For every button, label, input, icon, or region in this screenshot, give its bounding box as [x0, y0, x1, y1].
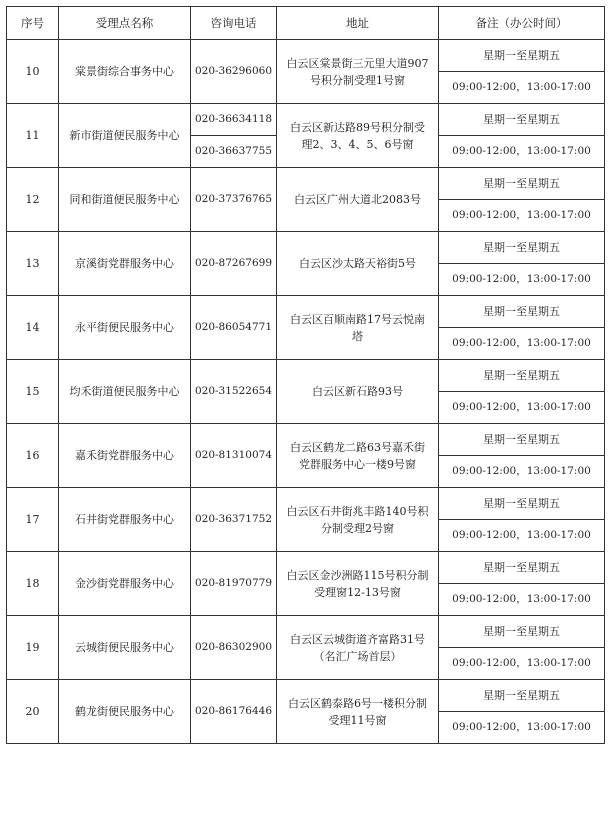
center-name: 棠景街综合事务中心 — [59, 40, 191, 104]
center-name: 嘉禾街党群服务中心 — [59, 424, 191, 488]
center-name: 均禾街道便民服务中心 — [59, 360, 191, 424]
phone-number: 020-36637755 — [191, 136, 277, 168]
phone-number: 020-86054771 — [191, 296, 277, 360]
row-index: 13 — [7, 232, 59, 296]
office-hours: 09:00-12:00，13:00-17:00 — [439, 200, 605, 232]
center-name: 金沙街党群服务中心 — [59, 552, 191, 616]
address: 白云区百顺南路17号云悦南塔 — [277, 296, 439, 360]
table-row — [7, 232, 605, 264]
row-index: 14 — [7, 296, 59, 360]
center-name: 新市街道便民服务中心 — [59, 104, 191, 168]
office-days: 星期一至星期五 — [439, 168, 605, 200]
phone-number: 020-31522654 — [191, 360, 277, 424]
phone-number: 020-81970779 — [191, 552, 277, 616]
office-days: 星期一至星期五 — [439, 488, 605, 520]
row-index: 12 — [7, 168, 59, 232]
phone-number: 020-36371752 — [191, 488, 277, 552]
table-row — [7, 40, 605, 72]
office-hours: 09:00-12:00，13:00-17:00 — [439, 520, 605, 552]
header-name: 受理点名称 — [59, 7, 191, 40]
phone-number: 020-86302900 — [191, 616, 277, 680]
address: 白云区鹤泰路6号一楼积分制受理11号窗 — [277, 680, 439, 744]
office-days: 星期一至星期五 — [439, 360, 605, 392]
table-row — [7, 296, 605, 328]
table-header-row — [7, 7, 605, 40]
office-hours: 09:00-12:00，13:00-17:00 — [439, 264, 605, 296]
office-days: 星期一至星期五 — [439, 232, 605, 264]
header-index: 序号 — [7, 7, 59, 40]
row-index: 15 — [7, 360, 59, 424]
phone-number: 020-36296060 — [191, 40, 277, 104]
address: 白云区广州大道北2083号 — [277, 168, 439, 232]
address: 白云区棠景街三元里大道907号积分制受理1号窗 — [277, 40, 439, 104]
table-row — [7, 680, 605, 712]
office-days: 星期一至星期五 — [439, 104, 605, 136]
row-index: 19 — [7, 616, 59, 680]
office-hours: 09:00-12:00，13:00-17:00 — [439, 72, 605, 104]
table-row — [7, 104, 605, 136]
center-name: 云城街便民服务中心 — [59, 616, 191, 680]
table-row — [7, 168, 605, 200]
phone-number: 020-36634118 — [191, 104, 277, 136]
phone-number: 020-86176446 — [191, 680, 277, 744]
office-days: 星期一至星期五 — [439, 680, 605, 712]
office-days: 星期一至星期五 — [439, 616, 605, 648]
header-notes: 备注（办公时间） — [439, 7, 605, 40]
row-index: 20 — [7, 680, 59, 744]
address: 白云区新石路93号 — [277, 360, 439, 424]
center-name: 石井街党群服务中心 — [59, 488, 191, 552]
table-row — [7, 360, 605, 392]
table-row — [7, 424, 605, 456]
row-index: 17 — [7, 488, 59, 552]
office-hours: 09:00-12:00，13:00-17:00 — [439, 456, 605, 488]
row-index: 18 — [7, 552, 59, 616]
service-center-table — [6, 6, 605, 744]
office-hours: 09:00-12:00，13:00-17:00 — [439, 648, 605, 680]
phone-number: 020-81310074 — [191, 424, 277, 488]
center-name: 鹤龙街便民服务中心 — [59, 680, 191, 744]
address: 白云区金沙洲路115号积分制受理窗12-13号窗 — [277, 552, 439, 616]
office-hours: 09:00-12:00，13:00-17:00 — [439, 136, 605, 168]
address: 白云区鹤龙二路63号嘉禾街党群服务中心一楼9号窗 — [277, 424, 439, 488]
address: 白云区石井街兆丰路140号积分制受理2号窗 — [277, 488, 439, 552]
office-days: 星期一至星期五 — [439, 296, 605, 328]
center-name: 京溪街党群服务中心 — [59, 232, 191, 296]
row-index: 16 — [7, 424, 59, 488]
address: 白云区云城街道齐富路31号（名汇广场首层） — [277, 616, 439, 680]
office-days: 星期一至星期五 — [439, 40, 605, 72]
address: 白云区新达路89号积分制受理2、3、4、5、6号窗 — [277, 104, 439, 168]
office-hours: 09:00-12:00，13:00-17:00 — [439, 712, 605, 744]
office-hours: 09:00-12:00，13:00-17:00 — [439, 584, 605, 616]
table-row — [7, 488, 605, 520]
table-row — [7, 552, 605, 584]
office-days: 星期一至星期五 — [439, 424, 605, 456]
office-hours: 09:00-12:00，13:00-17:00 — [439, 328, 605, 360]
address: 白云区沙太路天裕街5号 — [277, 232, 439, 296]
row-index: 11 — [7, 104, 59, 168]
office-hours: 09:00-12:00，13:00-17:00 — [439, 392, 605, 424]
center-name: 永平街便民服务中心 — [59, 296, 191, 360]
phone-number: 020-87267699 — [191, 232, 277, 296]
header-phone: 咨询电话 — [191, 7, 277, 40]
center-name: 同和街道便民服务中心 — [59, 168, 191, 232]
phone-number: 020-37376765 — [191, 168, 277, 232]
row-index: 10 — [7, 40, 59, 104]
office-days: 星期一至星期五 — [439, 552, 605, 584]
header-address: 地址 — [277, 7, 439, 40]
table-row — [7, 616, 605, 648]
